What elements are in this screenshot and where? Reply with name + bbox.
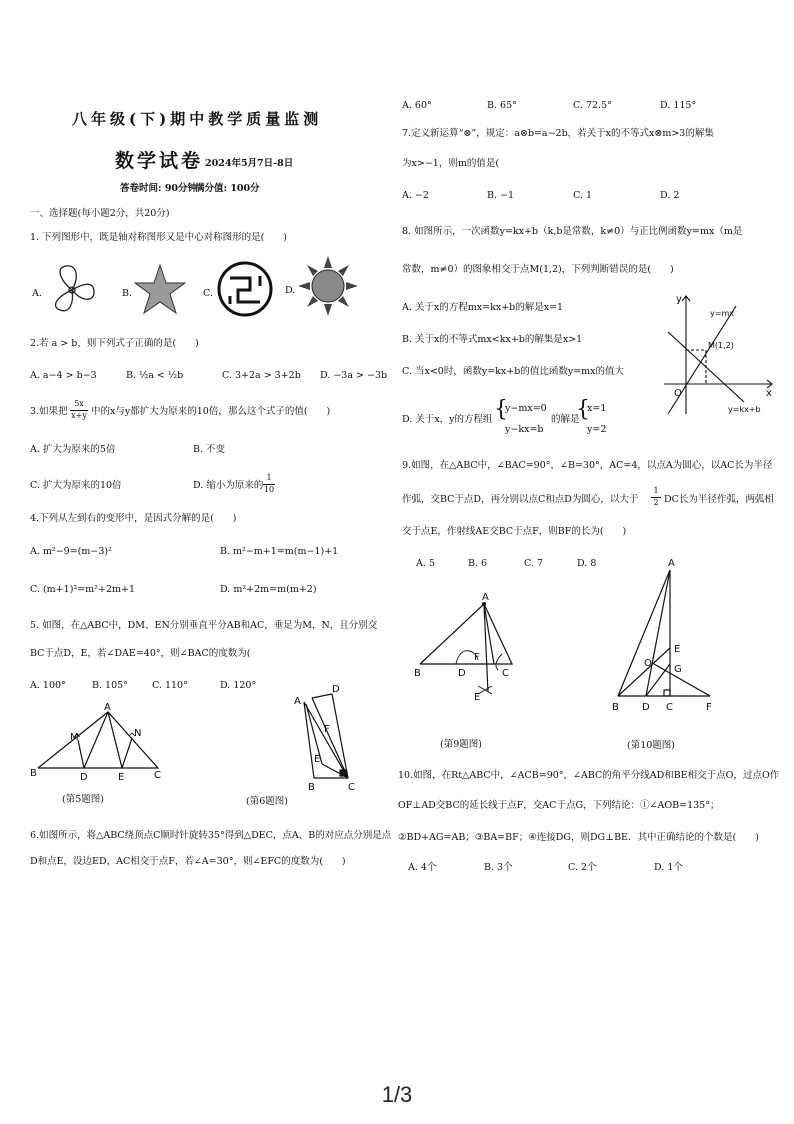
fig9-caption: (第9题图)	[440, 739, 482, 750]
fig10-label-f: F	[706, 702, 712, 713]
fig6-label-d: D	[332, 684, 340, 695]
q8-opt-d-b: 的解是	[551, 414, 580, 425]
q3-optd-num: 1	[266, 473, 272, 482]
fig5-label-c: C	[154, 770, 161, 781]
q8-opt-c: C. 当x<0时，函数y=kx+b的值比函数y=mx的值大	[402, 366, 625, 377]
q8-graph-label-m: M(1,2)	[708, 341, 734, 350]
fig6-caption: (第6题图)	[246, 796, 288, 807]
q5-opt-b: B. 105°	[92, 680, 128, 691]
q6-opt-c: C. 72.5°	[573, 100, 612, 111]
q9-line1: 9.如图，在△ABC中，∠BAC=90°，∠B=30°，AC=4，以点A为圆心，以AC长为半径	[402, 460, 773, 471]
q8-sol1: x=1	[587, 403, 607, 414]
q2-opt-b: B. ½a < ½b	[126, 370, 184, 381]
q3-stem-b: 中的x与y都扩大为原来的10倍，那么这个式子的值( )	[91, 406, 331, 417]
q2-opt-c: C. 3+2a > 3+2b	[222, 370, 301, 381]
q8-line1: 8. 如图所示，一次函数y=kx+b（k,b是常数，k≠0）与正比例函数y=mx（m是	[402, 226, 743, 237]
fig10-label-b: B	[612, 702, 619, 713]
q10-opt-c: C. 2个	[568, 862, 597, 873]
q8-sys2: y−kx=b	[505, 424, 544, 435]
q1-opt-c: C.	[203, 288, 213, 299]
q8-opt-d-a: D. 关于x，y的方程组	[402, 414, 493, 425]
fig6-label-f: F	[324, 724, 330, 735]
q7-line1: 7.定义新运算“⊗”，规定：a⊗b=a−2b，若关于x的不等式x⊗m>3的解集	[402, 128, 714, 139]
q7-line2: 为x>−1，则m的值是(	[402, 158, 500, 169]
fig5-label-n: N	[134, 728, 142, 739]
fig9-label-e: E	[474, 692, 481, 703]
fig10-label-g: G	[674, 664, 682, 675]
q6-opt-d: D. 115°	[660, 100, 697, 111]
fig9-label-d: D	[458, 668, 466, 679]
q6-opt-a: A. 60°	[402, 100, 432, 111]
q8-graph-label-x: x	[766, 388, 772, 399]
q8-graph-label-mx: y=mx	[710, 309, 734, 318]
q1-opt-d: D.	[285, 285, 296, 296]
q9-line2b: DC长为半径作弧，两弧相	[664, 494, 774, 505]
q4-opt-b: B. m²−m+1=m(m−1)+1	[220, 546, 339, 557]
fig5-label-b: B	[30, 768, 37, 779]
q10-opt-b: B. 3个	[484, 862, 513, 873]
exam-title: 八年级(下)期中教学质量监测	[72, 110, 323, 128]
fig10-label-c: C	[666, 702, 673, 713]
exam-subject: 数学试卷	[115, 150, 204, 172]
q4-stem: 4.下列从左到右的变形中，是因式分解的是( )	[30, 513, 237, 524]
fig6-label-e: E	[314, 754, 321, 765]
q10-opt-d: D. 1个	[654, 862, 683, 873]
q9-half-num: 1	[653, 486, 659, 495]
figure-6	[292, 684, 372, 796]
q8-line2: 常数，m≠0）的图象相交于点M(1,2)，下列判断错误的是( )	[402, 264, 674, 275]
q7-opt-b: B. −1	[487, 190, 515, 201]
q8-brace-left: {	[494, 397, 508, 422]
q1-opt-a: A.	[32, 288, 42, 299]
q10-line3: ②BD+AG=AB；③BA=BF；④连接DG，则DG⊥BE．其中正确结论的个数是( )	[398, 832, 759, 843]
q8-sol2: y=2	[587, 424, 607, 435]
fig5-label-e: E	[118, 772, 125, 783]
figure-5	[28, 700, 178, 782]
q3-opt-a: A. 扩大为原来的5倍	[30, 444, 116, 455]
q10-line2: OF⊥AD交BC的延长线于点F，交AC于点G，下列结论：①∠AOB=135°；	[398, 800, 720, 811]
sun-figure	[298, 256, 358, 316]
fan-shape-figure	[44, 262, 100, 318]
q5-opt-a: A. 100°	[30, 680, 66, 691]
q9-line2a: 作弧，交BC于点D，再分别以点C和点D为圆心，以大于	[402, 494, 639, 505]
q8-graph-label-o: O	[674, 388, 682, 399]
q8-graph-label-kx: y=kx+b	[728, 405, 761, 414]
q8-graph	[660, 292, 778, 418]
q3-opt-c: C. 扩大为原来的10倍	[30, 480, 122, 491]
q5-line2: BC于点D，E，若∠DAE=40°，则∠BAC的度数为(	[30, 648, 251, 659]
fig6-label-b: B	[308, 782, 315, 793]
fig5-label-m: M	[70, 732, 79, 743]
fig10-label-a: A	[668, 558, 675, 569]
q8-graph-label-y: y	[676, 294, 682, 305]
q9-half-den: 2	[653, 498, 659, 507]
q10-line1: 10.如图，在Rt△ABC中，∠ACB=90°，∠ABC的角平分线AD和BE相交于点O，过点O作	[398, 770, 780, 781]
q2-opt-a: A. a−4 > b−3	[30, 370, 97, 381]
q9-line3: 交于点E，作射线AE交BC于点F，则BF的长为( )	[402, 526, 627, 537]
fig10-label-o: O	[644, 658, 652, 669]
exam-score: 满分值: 100分	[195, 183, 260, 194]
fig10-label-d: D	[642, 702, 650, 713]
fig6-label-a: A	[294, 696, 301, 707]
q1-stem: 1. 下列图形中，既是轴对称图形又是中心对称图形的是( )	[30, 232, 287, 243]
q3-frac-num: 5x	[74, 399, 84, 408]
fig5-label-a: A	[104, 702, 111, 713]
q4-opt-a: A. m²−9=(m−3)²	[30, 546, 112, 557]
q6-line2: D和点E，设边ED，AC相交于点F，若∠A=30°，则∠EFC的度数为( )	[30, 856, 346, 867]
q7-opt-a: A. −2	[402, 190, 429, 201]
q3-stem-a: 3.如果把	[30, 406, 68, 417]
section-title: 一、选择题(每小题2分，共20分)	[30, 208, 170, 219]
fig10-caption: (第10题图)	[627, 740, 676, 751]
figure-10	[606, 560, 726, 712]
q2-opt-d: D. −3a > −3b	[320, 370, 388, 381]
q9-opt-d: D. 8	[577, 558, 597, 569]
exam-time: 答卷时间: 90分钟	[120, 183, 198, 194]
q10-opt-a: A. 4个	[408, 862, 437, 873]
page-number: 1/3	[381, 1082, 413, 1107]
fig9-label-b: B	[414, 668, 421, 679]
q4-opt-c: C. (m+1)²=m²+2m+1	[30, 584, 135, 595]
q3-opt-d: D. 缩小为原来的	[193, 480, 264, 491]
q5-opt-d: D. 120°	[220, 680, 257, 691]
exam-date: 2024年5月7日-8日	[205, 158, 294, 169]
fig10-label-e: E	[674, 644, 681, 655]
fig9-label-a: A	[482, 592, 489, 603]
q8-sys1: y−mx=0	[505, 403, 547, 414]
q8-opt-a: A. 关于x的方程mx=kx+b的解是x=1	[402, 302, 564, 313]
q3-optd-den: 10	[263, 485, 275, 494]
q9-opt-b: B. 6	[468, 558, 488, 569]
q3-frac-den: x+y	[71, 411, 87, 420]
q8-opt-b: B. 关于x的不等式mx<kx+b的解集是x>1	[402, 334, 583, 345]
q9-opt-a: A. 5	[416, 558, 435, 569]
fig9-label-c: C	[502, 668, 509, 679]
q2-stem: 2.若 a > b，则下列式子正确的是( )	[30, 338, 199, 349]
q6-opt-b: B. 65°	[487, 100, 517, 111]
q7-opt-d: D. 2	[660, 190, 680, 201]
star-figure	[132, 262, 188, 318]
fig9-label-f: F	[474, 652, 480, 663]
q4-opt-d: D. m²+2m=m(m+2)	[220, 584, 317, 595]
logo-figure	[216, 260, 274, 318]
q8-brace-right: {	[576, 397, 590, 422]
fig5-label-d: D	[80, 772, 88, 783]
q1-opt-b: B.	[122, 288, 133, 299]
q9-opt-c: C. 7	[524, 558, 544, 569]
fig6-label-c: C	[348, 782, 355, 793]
figure-9	[412, 594, 532, 704]
q5-line1: 5. 如图，在△ABC中，DM、EN分别垂直平分AB和AC，垂足为M，N，且分别交	[30, 620, 378, 631]
q7-opt-c: C. 1	[573, 190, 593, 201]
fig5-caption: (第5题图)	[62, 794, 104, 805]
q5-opt-c: C. 110°	[152, 680, 188, 691]
q3-opt-b: B. 不变	[193, 444, 226, 455]
q6-line1: 6.如图所示，将△ABC绕顶点C顺时针旋转35°得到△DEC，点A、B的对应点分别是点	[30, 830, 392, 841]
